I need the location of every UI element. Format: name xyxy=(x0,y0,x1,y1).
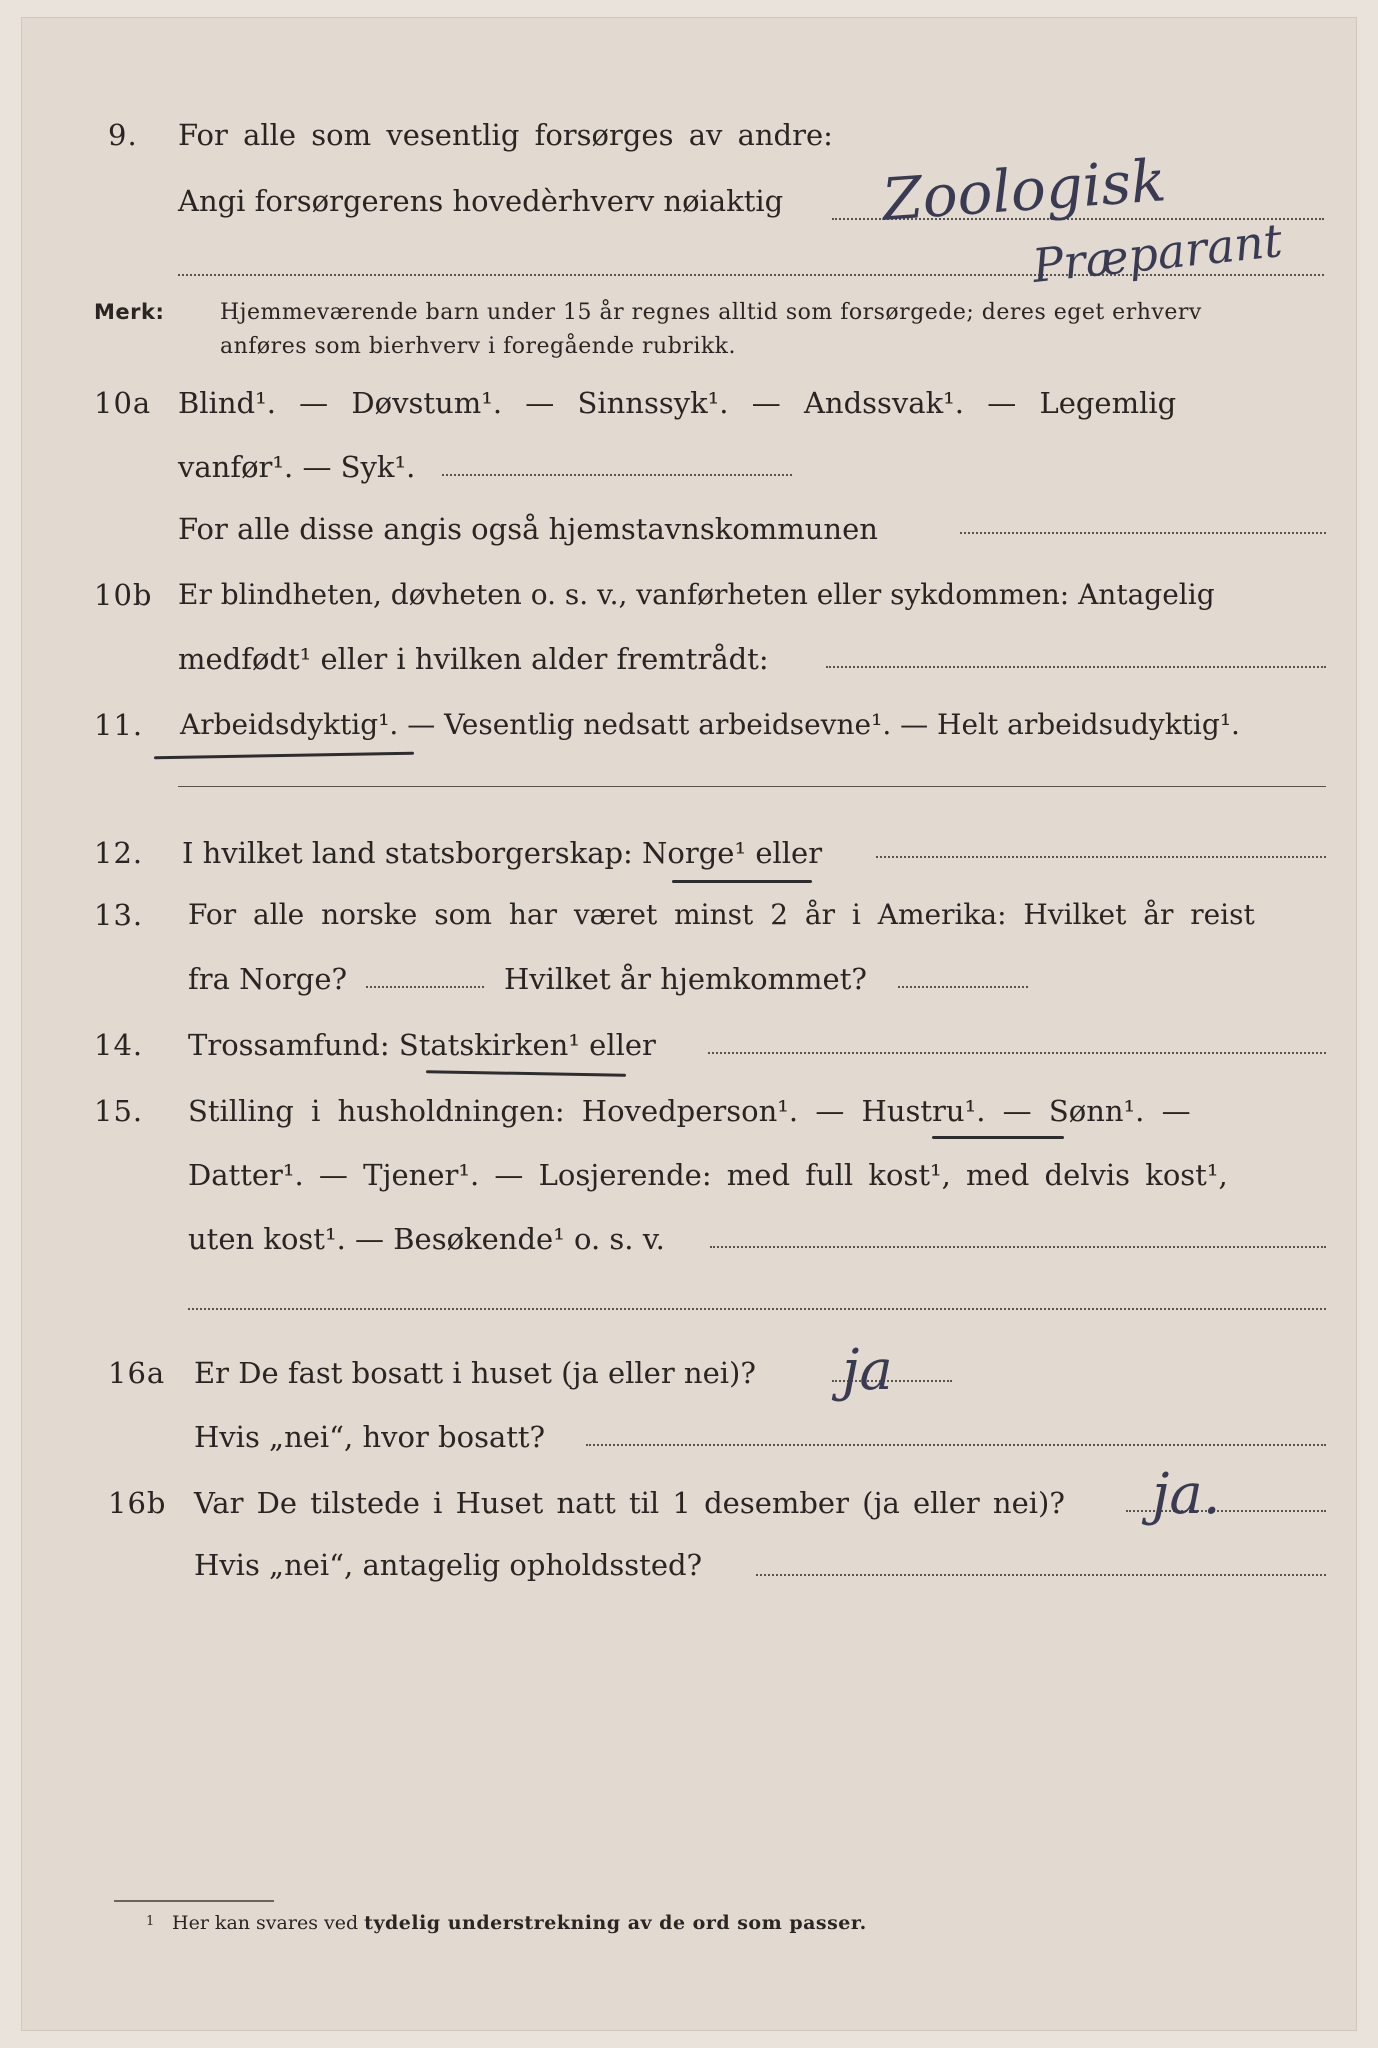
q16a-handwritten-answer: ja xyxy=(842,1338,893,1403)
q15-line2: Datter¹. — Tjener¹. — Losjerende: med full kost¹, med delvis kost¹, xyxy=(188,1158,1228,1192)
footnote-bold: tydelig understrekning av de ord som passer. xyxy=(364,1912,867,1934)
q12-underline-norge xyxy=(672,880,812,883)
footnote-text xyxy=(172,1912,867,1934)
q13-line2a: fra Norge? xyxy=(188,962,348,996)
q11-answer-line xyxy=(178,786,1326,787)
q9-line2: Angi forsørgerens hovedèrhverv nøiaktig xyxy=(178,184,784,218)
q9-line1: For alle som vesentlig forsørges av andre: xyxy=(178,118,833,152)
q16b-line2: Hvis „nei“, antagelig opholdssted? xyxy=(194,1548,703,1582)
q10b-line2: medfødt¹ eller i hvilken alder fremtrådt: xyxy=(178,642,769,676)
footnote-rule xyxy=(114,1900,274,1902)
q16a-bosatt-line xyxy=(586,1444,1326,1446)
q14-number: 14. xyxy=(94,1028,144,1062)
q10b-answer-line xyxy=(826,666,1326,668)
q10a-line2: vanfør¹. — Syk¹. xyxy=(178,450,416,484)
q16b-number: 16b xyxy=(108,1486,167,1520)
q15-answer-line xyxy=(710,1246,1326,1248)
q16a-line1: Er De fast bosatt i huset (ja eller nei)? xyxy=(194,1356,756,1390)
q10b-number: 10b xyxy=(94,578,153,612)
q10a-line1: Blind¹. — Døvstum¹. — Sinnssyk¹. — Andssvak¹. — Legemlig xyxy=(178,386,1177,420)
q11-line1: Arbeidsdyktig¹. — Vesentlig nedsatt arbeidsevne¹. — Helt arbeidsudyktig¹. xyxy=(180,708,1240,741)
q9-handwritten-answer-2: Præparant xyxy=(1029,213,1285,293)
merk-label: Merk: xyxy=(94,300,165,324)
q10a-answer-line xyxy=(442,474,792,476)
q10a-line3: For alle disse angis også hjemstavnskommunen xyxy=(178,512,878,546)
q14-underline-statskirken xyxy=(426,1070,626,1076)
census-form-page xyxy=(22,18,1356,2030)
q12-number: 12. xyxy=(94,836,144,870)
q15-answer-line-2 xyxy=(188,1308,1326,1310)
q15-line1: Stilling i husholdningen: Hovedperson¹. — Hustru¹. — Sønn¹. — xyxy=(188,1094,1191,1128)
q12-line1: I hvilket land statsborgerskap: Norge¹ eller xyxy=(182,836,823,870)
q10a-hjemstavn-line xyxy=(960,532,1326,534)
merk-line2: anføres som bierhverv i foregående rubrikk. xyxy=(220,334,737,359)
footnote-mark: 1 xyxy=(146,1914,155,1929)
q16a-number: 16a xyxy=(108,1356,166,1390)
q15-number: 15. xyxy=(94,1094,144,1128)
q15-line3: uten kost¹. — Besøkende¹ o. s. v. xyxy=(188,1222,665,1256)
q12-answer-line xyxy=(876,856,1326,858)
footnote-lead: Her kan svares ved xyxy=(172,1912,359,1934)
q16b-line1: Var De tilstede i Huset natt til 1 desember (ja eller nei)? xyxy=(194,1486,1065,1520)
q10a-number: 10a xyxy=(94,386,152,420)
q11-underline-arbeidsdyktig xyxy=(154,752,414,760)
merk-line1: Hjemmeværende barn under 15 år regnes alltid som forsørgede; deres eget erhverv xyxy=(220,300,1202,325)
q11-number: 11. xyxy=(94,708,144,742)
q13-line2b: Hvilket år hjemkommet? xyxy=(504,962,867,996)
q10b-line1: Er blindheten, døvheten o. s. v., vanførheten eller sykdommen: Antagelig xyxy=(178,578,1215,611)
q13-hjemkommet-line xyxy=(898,986,1028,988)
q13-number: 13. xyxy=(94,898,144,932)
q15-underline-hustru xyxy=(932,1136,1064,1139)
q13-line1: For alle norske som har været minst 2 år i Amerika: Hvilket år reist xyxy=(188,898,1255,931)
q14-line1: Trossamfund: Statskirken¹ eller xyxy=(188,1028,656,1062)
q16a-line2: Hvis „nei“, hvor bosatt? xyxy=(194,1420,546,1454)
q16b-opholdssted-line xyxy=(756,1574,1326,1576)
q9-number: 9. xyxy=(108,118,138,152)
q13-reist-line xyxy=(366,986,484,988)
q14-answer-line xyxy=(708,1052,1326,1054)
q9-handwritten-answer-1: Zoologisk xyxy=(879,146,1169,234)
q16b-handwritten-answer: ja. xyxy=(1152,1462,1221,1527)
